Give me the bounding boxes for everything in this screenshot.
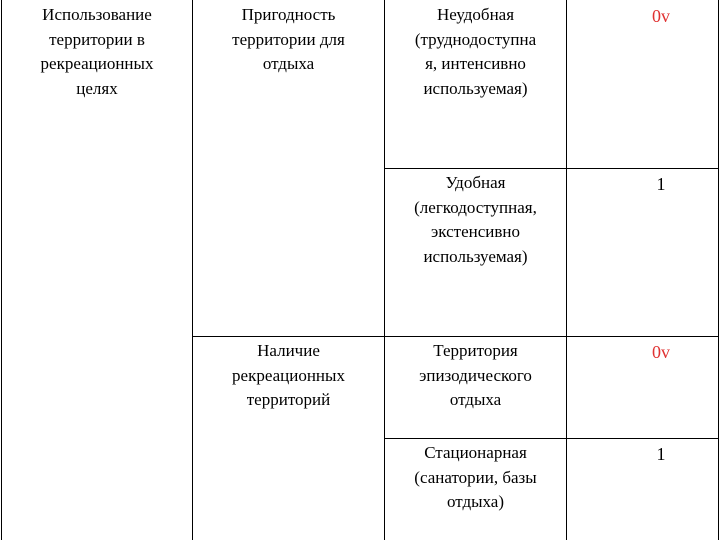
score-value: 1 (656, 174, 666, 194)
cell-suitability (193, 3, 384, 77)
text-line: отдыха (262, 54, 315, 73)
cell-recreational-use (2, 3, 192, 101)
text-line: территории в (49, 29, 145, 49)
text-line: рекреационных (232, 365, 345, 385)
text-line: отдыха (449, 390, 502, 409)
text-line: я, интенсивно (425, 54, 526, 73)
score-value: 0v (652, 6, 670, 26)
text-line: Наличие (257, 341, 320, 360)
text-line: Использование (42, 5, 152, 24)
text-line: Неудобная (436, 5, 515, 24)
text-line: Пригодность (241, 5, 336, 24)
text-line: рекреационных (40, 54, 154, 73)
row-divider-2 (192, 336, 719, 337)
row-divider-1 (384, 168, 719, 169)
cell-availability (193, 339, 384, 413)
row-divider-3 (384, 438, 719, 439)
text-line: используемая) (423, 246, 528, 266)
cell-option-inconvenient (385, 3, 566, 101)
cell-option-episodic (385, 339, 566, 413)
score-value: 0v (652, 342, 670, 362)
text-line: территорий (246, 390, 331, 409)
text-line: Удобная (445, 173, 506, 192)
text-line: Стационарная (424, 443, 527, 462)
cell-option-convenient (385, 171, 566, 269)
text-line: Территория (433, 341, 518, 360)
score-value: 1 (656, 444, 666, 464)
text-line: (санатории, базы (414, 467, 537, 487)
text-line: (труднодоступна (414, 29, 537, 49)
text-line: целях (76, 78, 118, 98)
table-border-right (718, 0, 719, 540)
text-line: эпизодического (419, 365, 532, 385)
column-divider-1 (192, 0, 193, 540)
cell-option-stationary (385, 441, 566, 515)
text-line: территории для (232, 29, 345, 49)
text-line: экстенсивно (430, 222, 521, 241)
column-divider-3 (566, 0, 567, 540)
text-line: (легкодоступная, (414, 197, 537, 217)
text-line: используемая) (423, 78, 528, 98)
text-line: отдыха) (446, 492, 505, 511)
